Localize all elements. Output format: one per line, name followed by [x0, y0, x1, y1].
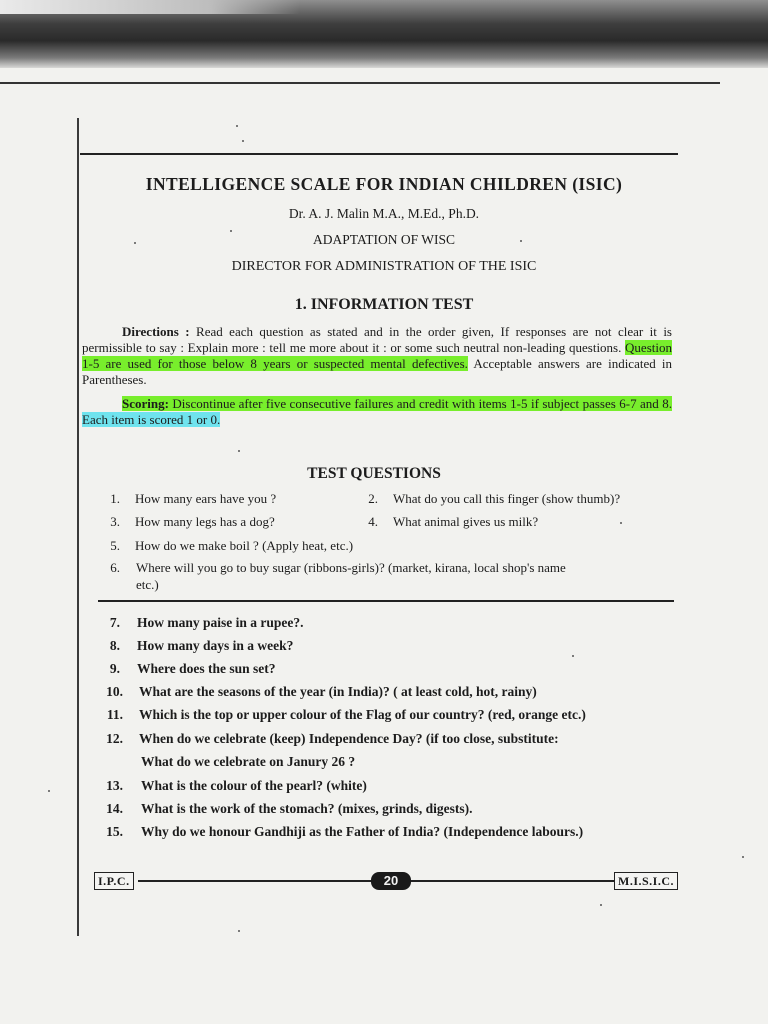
- question-number: 1.: [110, 491, 120, 506]
- directions-paragraph: [82, 324, 672, 388]
- directions-highlight: Question 1-5 are used for those below 8 years or suspected mental defectives.: [82, 340, 672, 371]
- scan-speck: [230, 230, 232, 232]
- author-line: Dr. A. J. Malin M.A., M.Ed., Ph.D.: [288, 206, 480, 221]
- question-text: When do we celebrate (keep) Independence Day? (if too close, substitute:: [139, 731, 559, 746]
- question-number: 13.: [106, 778, 123, 793]
- question-number: 11.: [106, 707, 123, 722]
- question-text: How many ears have you ?: [135, 491, 277, 506]
- question-number: 5.: [110, 538, 120, 553]
- section-divider: [98, 600, 674, 602]
- question-text: What is the work of the stomach? (mixes, grinds, digests).: [141, 801, 473, 816]
- question-number: 10.: [106, 684, 123, 699]
- scan-speck: [134, 242, 136, 244]
- scan-speck: [742, 856, 744, 858]
- scan-speck: [242, 140, 244, 142]
- question-number: 4.: [368, 514, 378, 529]
- scan-speck: [238, 450, 240, 452]
- question-text: How many days in a week?: [137, 638, 294, 653]
- question-text: Where will you go to buy sugar (ribbons-girls)? (market, kirana, local shop's name: [136, 560, 566, 575]
- question-number: 3.: [110, 514, 120, 529]
- document-title: INTELLIGENCE SCALE FOR INDIAN CHILDREN (ISIC): [145, 174, 623, 194]
- scan-speck: [238, 930, 240, 932]
- question-number: 15.: [106, 824, 123, 839]
- scoring-paragraph: [82, 396, 672, 428]
- adaptation-line: ADAPTATION OF WISC: [313, 232, 455, 247]
- page-edge-line: [0, 82, 720, 84]
- page-number-badge: 20: [371, 872, 411, 890]
- scanned-top-edge-highlight: [0, 0, 300, 14]
- question-text: What is the colour of the pearl? (white): [141, 778, 367, 793]
- director-line: DIRECTOR FOR ADMINISTRATION OF THE ISIC: [231, 259, 537, 274]
- scan-speck: [572, 655, 574, 657]
- directions-text: Read each question as stated and in the order given, If responses are not clear it is permissible to say : Explain more : tell me more about it : or some such neutral non-leading questions.: [82, 324, 672, 355]
- question-number: 12.: [106, 731, 123, 746]
- question-number: 2.: [368, 491, 378, 506]
- scan-speck: [236, 125, 238, 127]
- question-text: How many paise in a rupee?.: [137, 615, 304, 630]
- question-text: What are the seasons of the year (in India)? ( at least cold, hot, rainy): [139, 684, 537, 699]
- directions-label: Directions :: [122, 324, 190, 339]
- question-number: 8.: [109, 638, 120, 653]
- question-text: How do we make boil ? (Apply heat, etc.): [135, 538, 354, 553]
- question-number: 7.: [109, 615, 120, 630]
- question-text: What do you call this finger (show thumb)?: [393, 491, 621, 506]
- question-text: What animal gives us milk?: [393, 514, 539, 529]
- question-number: 9.: [109, 661, 120, 676]
- footer-left-label: I.P.C.: [94, 872, 134, 890]
- scan-speck: [520, 240, 522, 242]
- question-text: Why do we honour Gandhiji as the Father of India? (Independence labours.): [141, 824, 584, 839]
- scoring-highlight-cyan: Each item is scored 1 or 0.: [82, 412, 221, 427]
- directions-text-end: Acceptable answers are indicated in Parentheses.: [82, 356, 673, 387]
- scan-speck: [600, 904, 602, 906]
- question-text: How many legs has a dog?: [135, 514, 275, 529]
- scan-speck: [48, 790, 50, 792]
- header-rule: [80, 153, 678, 155]
- question-number: 14.: [106, 801, 123, 816]
- test-questions-title: TEST QUESTIONS: [307, 465, 441, 482]
- scoring-highlight: Discontinue after five consecutive failures and credit with items 1-5 if subject passes 6-7 and 8.: [168, 396, 672, 411]
- question-number: 6.: [110, 560, 120, 575]
- question-text-continued: etc.): [136, 577, 159, 592]
- footer-right-label: M.I.S.I.C.: [614, 872, 678, 890]
- section-title: 1. INFORMATION TEST: [294, 296, 474, 313]
- scoring-label: Scoring:: [122, 396, 169, 411]
- question-text-continued: What do we celebrate on Janury 26 ?: [141, 754, 356, 769]
- question-text: Which is the top or upper colour of the Flag of our country? (red, orange etc.): [139, 707, 586, 722]
- question-text: Where does the sun set?: [137, 661, 276, 676]
- scan-speck: [620, 522, 622, 524]
